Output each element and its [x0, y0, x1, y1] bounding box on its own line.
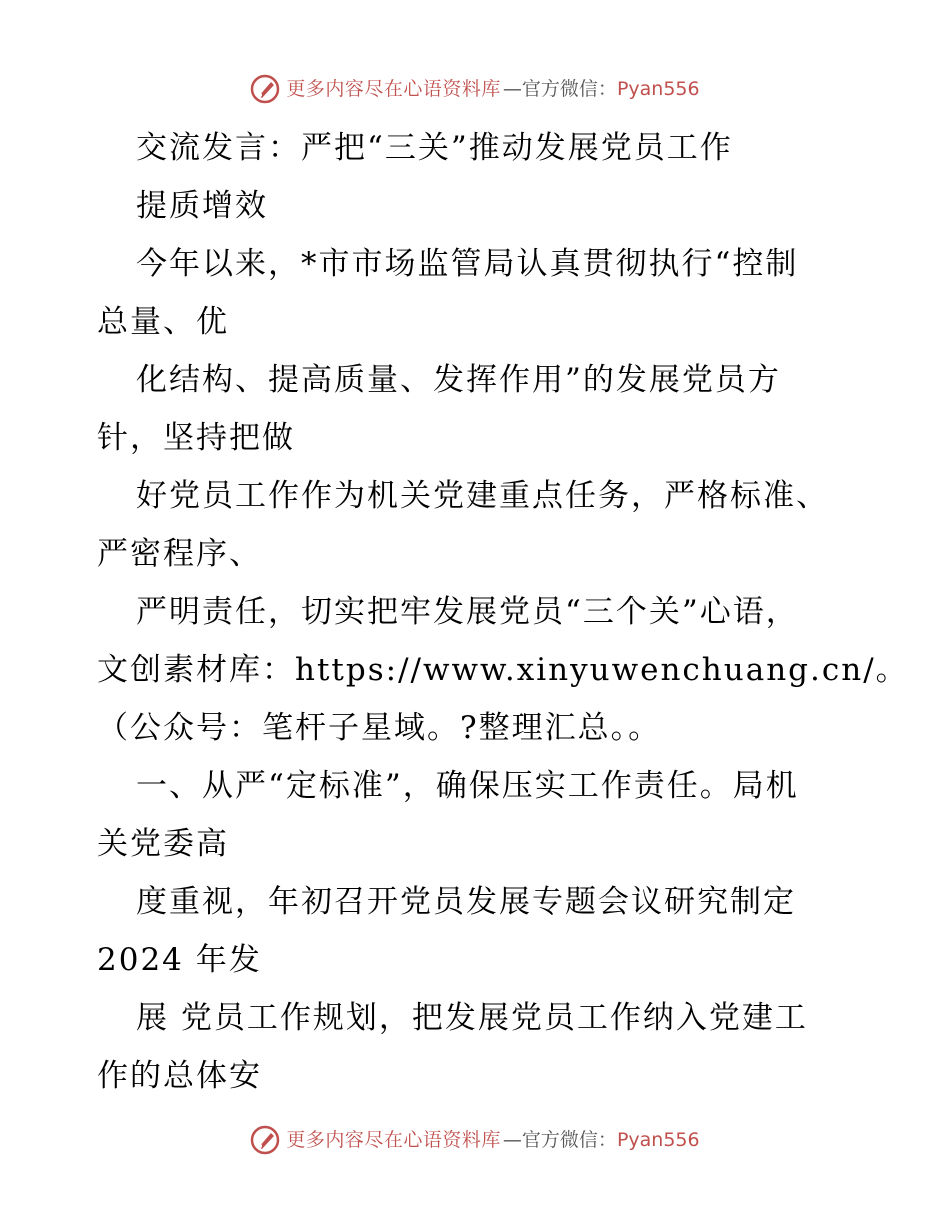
document-line: 提质增效	[136, 188, 268, 224]
document-line: 针，坚持把做	[97, 420, 295, 456]
document-line: 关党委高	[97, 826, 229, 862]
document-line: 度重视，年初召开党员发展专题会议研究制定	[136, 884, 796, 920]
pen-logo-icon	[250, 1125, 280, 1155]
watermark-main-text: 更多内容尽在心语资料库	[286, 1129, 501, 1151]
document-line: 严密程序、	[97, 536, 262, 572]
document-line: 化结构、提高质量、发挥作用”的发展党员方	[136, 362, 781, 398]
watermark-main-text: 更多内容尽在心语资料库	[286, 78, 501, 100]
watermark-dash-text: —官方微信：	[502, 78, 617, 100]
document-line: 交流发言：严把“三关”推动发展党员工作	[136, 130, 733, 166]
watermark-header	[0, 74, 950, 104]
watermark-id-text: Pyan556	[616, 1129, 700, 1151]
document-line: （公众号：笔杆子星域。?整理汇总。。	[97, 710, 662, 746]
document-line: 一、从严“定标准”，确保压实工作责任。局机	[136, 768, 799, 804]
document-line: 展 党员工作规划，把发展党员工作纳入党建工	[136, 1000, 808, 1036]
watermark-footer	[0, 1125, 950, 1155]
document-line: 严明责任，切实把牢发展党员“三个关”心语，	[136, 594, 799, 630]
document-line: 作的总体安	[97, 1058, 262, 1094]
watermark-dash-text: —官方微信：	[502, 1129, 617, 1151]
document-line: 今年以来，*市市场监管局认真贯彻执行“控制	[136, 246, 799, 282]
document-line: 总量、优	[97, 304, 229, 340]
document-line: 好党员工作作为机关党建重点任务，严格标准、	[136, 478, 829, 514]
watermark-id-text: Pyan556	[616, 78, 700, 100]
document-line: 文创素材库：https://www.xinyuwenchuang.cn/。	[97, 652, 909, 688]
document-line: 2024 年发	[97, 942, 262, 978]
pen-logo-icon	[250, 74, 280, 104]
